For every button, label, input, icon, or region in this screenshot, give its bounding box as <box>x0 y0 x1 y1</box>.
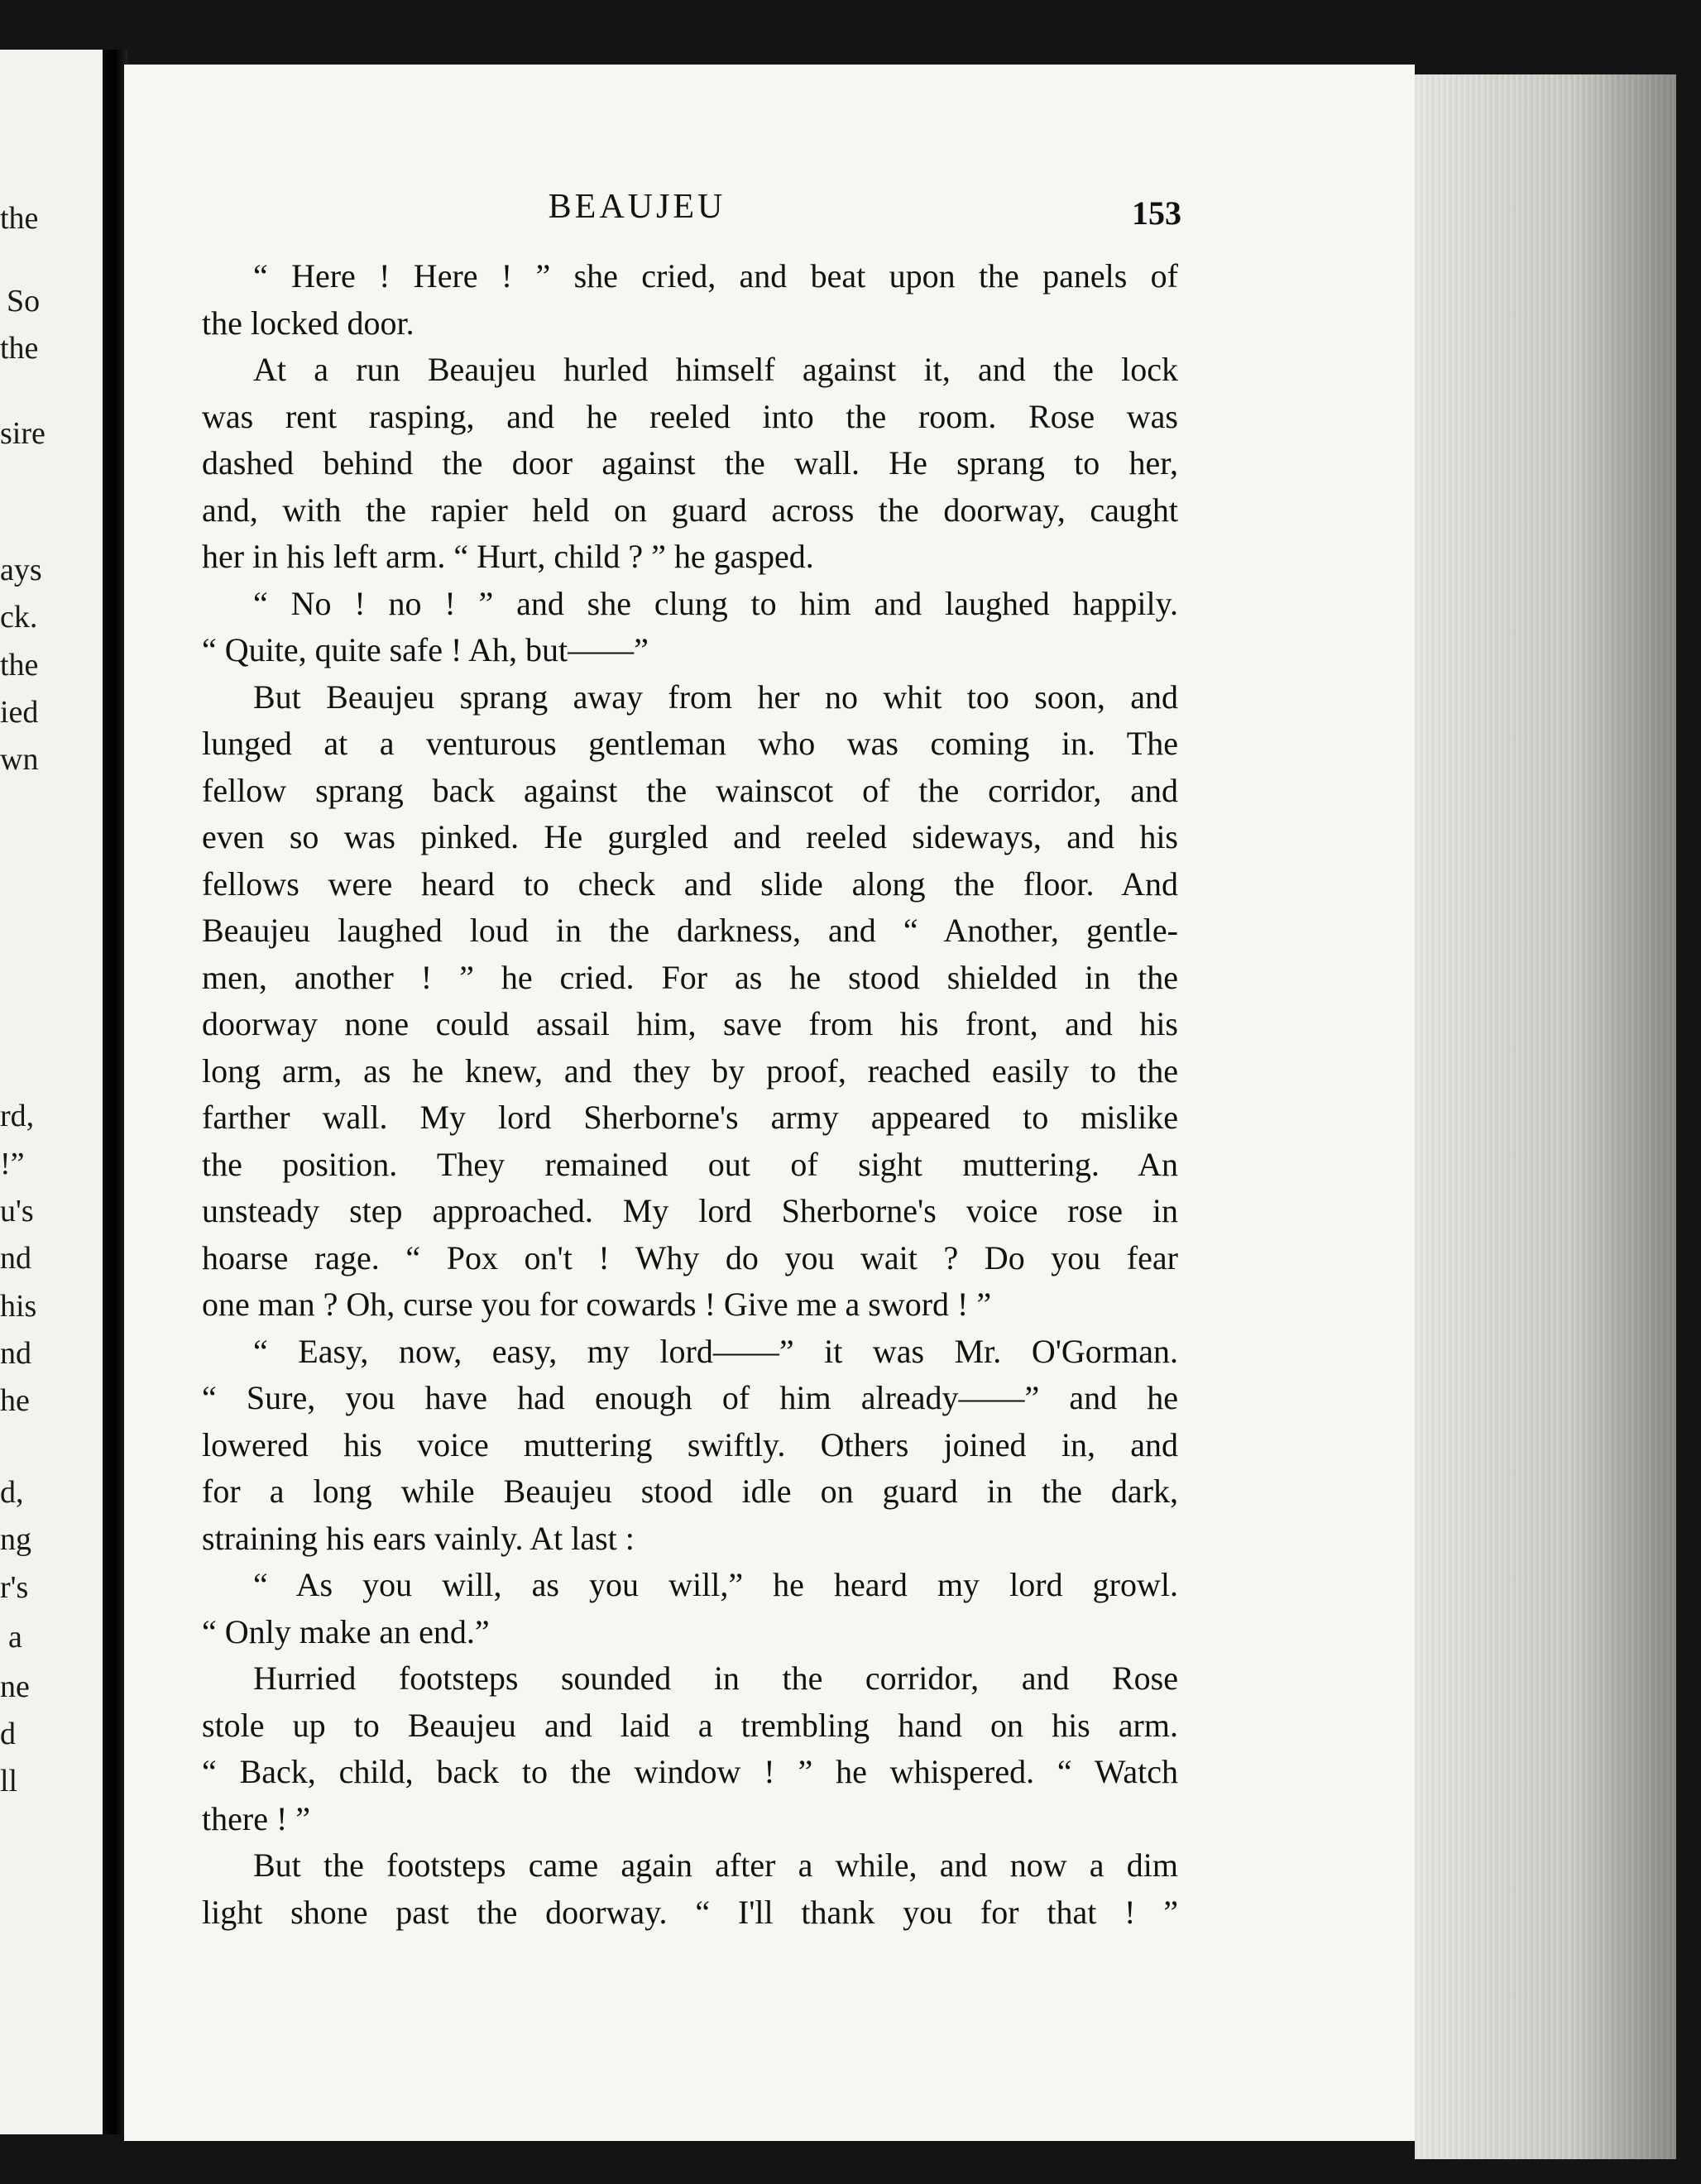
left-page-text-fragment: u's <box>0 1194 34 1228</box>
text-line: farther wall. My lord Sherborne's army appeared to mislike <box>202 1099 1178 1136</box>
text-line: “ Here ! Here ! ” she cried, and beat upon the panels of <box>253 257 1178 295</box>
left-page-text-fragment: ied <box>0 695 39 730</box>
text-line: men, another ! ” he cried. For as he stood shielded in the <box>202 958 1178 996</box>
text-line: for a long while Beaujeu stood idle on guard in the dark, <box>202 1473 1178 1510</box>
text-line: fellow sprang back against the wainscot of the corridor, and <box>202 771 1178 809</box>
text-line: lowered his voice muttering swiftly. Others joined in, and <box>202 1425 1178 1463</box>
text-line: Hurried footsteps sounded in the corridor, and Rose <box>253 1660 1178 1697</box>
text-line: and, with the rapier held on guard across the doorway, caught <box>202 491 1178 529</box>
left-page-text-fragment: d, <box>0 1475 24 1510</box>
text-line: straining his ears vainly. At last : <box>202 1519 635 1557</box>
text-line: unsteady step approached. My lord Sherborne's voice rose in <box>202 1192 1178 1229</box>
text-line: “ Back, child, back to the window ! ” he whispered. “ Watch <box>202 1753 1178 1790</box>
text-line: “ Quite, quite safe ! Ah, but——” <box>202 631 649 668</box>
left-page-text-fragment: r's <box>0 1570 29 1605</box>
text-line: But Beaujeu sprang away from her no whit too soon, and <box>253 678 1178 716</box>
text-line: stole up to Beaujeu and laid a trembling hand on his arm. <box>202 1706 1178 1744</box>
body-text <box>202 253 1178 1936</box>
text-line: there ! ” <box>202 1799 311 1837</box>
text-line: fellows were heard to check and slide along the floor. And <box>202 864 1178 903</box>
left-page-text-fragment: the <box>0 648 39 682</box>
text-line: But the footsteps came again after a while, and now a dim <box>253 1846 1178 1884</box>
text-line: doorway none could assail him, save from his front, and his <box>202 1005 1178 1042</box>
text-line: the locked door. <box>202 304 414 342</box>
previous-page-fragment <box>0 50 106 2134</box>
left-page-text-fragment: ll <box>0 1764 18 1798</box>
left-page-text-fragment: wn <box>0 742 39 777</box>
text-line: one man ? Oh, curse you for cowards ! Give me a sword ! ” <box>202 1286 992 1323</box>
text-line: Beaujeu laughed loud in the darkness, and “ Another, gentle- <box>202 912 1178 949</box>
left-page-text-fragment: the <box>0 331 39 366</box>
text-line: “ As you will, as you will,” he heard my lord growl. <box>253 1566 1178 1603</box>
text-line: lunged at a venturous gentleman who was coming in. The <box>202 725 1178 762</box>
left-page-text-fragment: a <box>8 1620 22 1655</box>
left-page-text-fragment: ays <box>0 553 42 587</box>
left-page-text-fragment: nd <box>0 1241 31 1276</box>
text-line: “ Sure, you have had enough of him already——” and he <box>202 1379 1178 1416</box>
text-line: her in his left arm. “ Hurt, child ? ” he gasped. <box>202 538 814 575</box>
text-line: the position. They remained out of sight muttering. An <box>202 1145 1178 1183</box>
running-head: BEAUJEU <box>548 188 726 226</box>
text-line: “ Easy, now, easy, my lord——” it was Mr. O'Gorman. <box>253 1332 1178 1370</box>
text-line: dashed behind the door against the wall. He sprang to her, <box>202 444 1178 481</box>
left-page-text-fragment: ne <box>0 1669 30 1704</box>
left-page-text-fragment: ng <box>0 1522 31 1557</box>
page-edges <box>1415 74 1676 2159</box>
text-line: even so was pinked. He gurgled and reeled sideways, and his <box>202 818 1178 855</box>
left-page-text-fragment: ck. <box>0 600 38 635</box>
left-page-text-fragment: he <box>0 1383 30 1418</box>
left-page-text-fragment: his <box>0 1289 37 1324</box>
left-page-text-fragment: nd <box>0 1336 31 1371</box>
left-page-text-fragment: d <box>0 1717 16 1751</box>
left-page-text-fragment: sire <box>0 416 46 451</box>
text-line: was rent rasping, and he reeled into the room. Rose was <box>202 397 1178 435</box>
text-line: long arm, as he knew, and they by proof, reached easily to the <box>202 1051 1178 1090</box>
page-number: 153 <box>1132 194 1181 232</box>
left-page-text-fragment: rd, <box>0 1099 35 1133</box>
text-line: At a run Beaujeu hurled himself against it, and the lock <box>253 351 1178 388</box>
left-page-text-fragment: the <box>0 201 39 236</box>
text-line: “ Only make an end.” <box>202 1612 490 1650</box>
left-page-text-fragment: So <box>7 284 41 318</box>
text-line: “ No ! no ! ” and she clung to him and laughed happily. <box>253 584 1178 622</box>
left-page-text-fragment: !” <box>0 1147 25 1181</box>
text-line: light shone past the doorway. “ I'll thank you for that ! ” <box>202 1893 1178 1931</box>
text-line: hoarse rage. “ Pox on't ! Why do you wait ? Do you fear <box>202 1238 1178 1276</box>
